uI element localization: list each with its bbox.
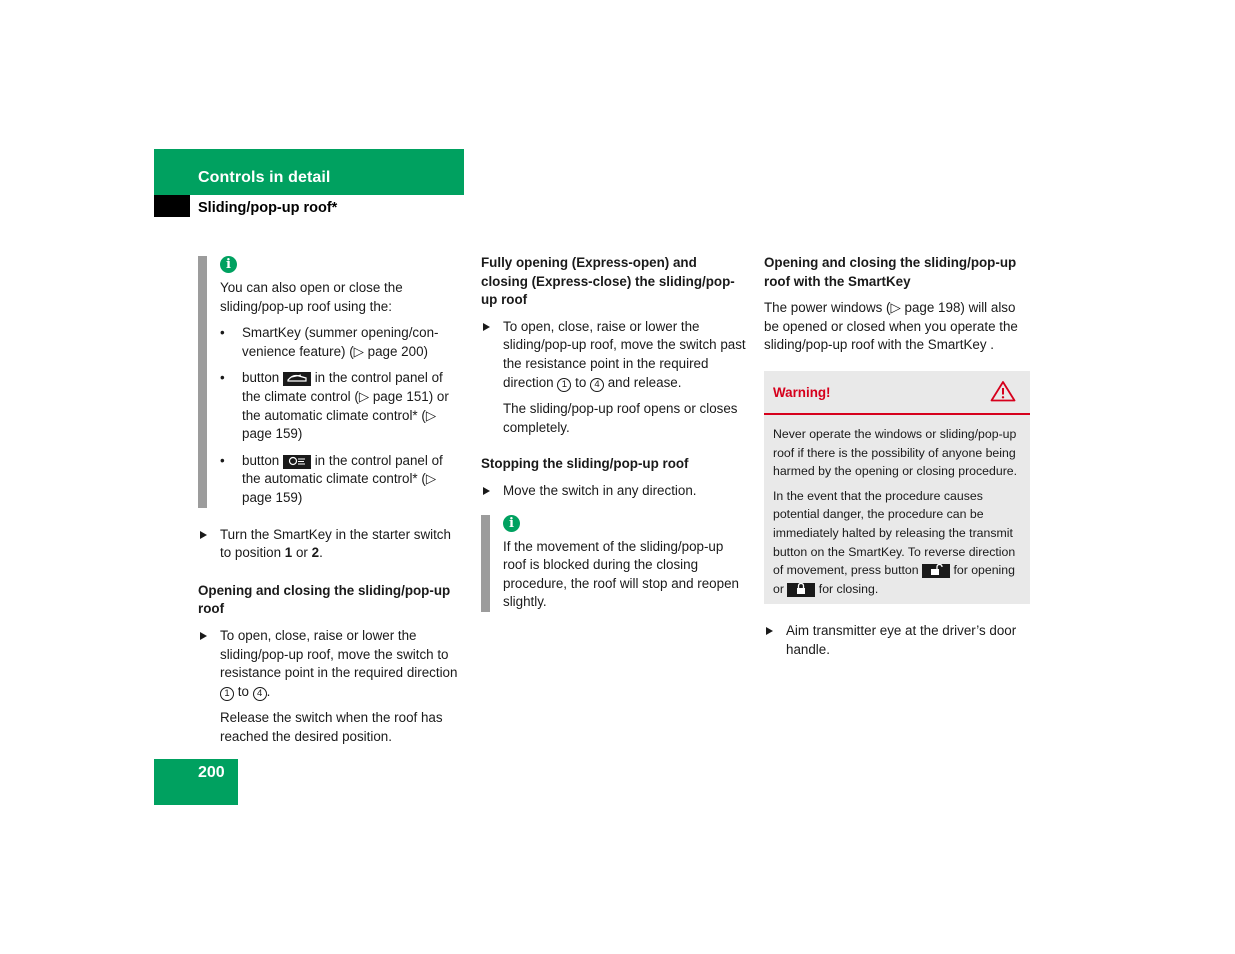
step-text: to: [237, 683, 249, 699]
page-number-tab: [154, 759, 238, 805]
warning-text-part: In the event that the procedure causes potential danger, the procedure can be immediately halted by releasing the transmit button on the SmartKey. To reverse direction of movement, press button: [773, 488, 1016, 578]
column-1: [198, 254, 464, 746]
step-text: .: [319, 545, 323, 561]
section-heading: Stopping the sliding/pop-up roof: [481, 456, 689, 472]
position-1: 1: [284, 545, 293, 561]
warning-box: [764, 371, 1030, 604]
info-list: [220, 324, 464, 507]
warning-body: [764, 415, 1030, 604]
unlock-button-icon: [922, 564, 950, 578]
step-text: and release.: [607, 374, 682, 390]
instruction-step: [481, 482, 747, 501]
direction-1-icon: 1: [220, 687, 234, 701]
step-text: Turn the SmartKey in the starter switch to position: [220, 526, 451, 561]
step-text: .: [266, 683, 271, 699]
step-arrow-icon: [200, 531, 207, 539]
direction-1-icon: 1: [557, 378, 571, 392]
info-icon: i: [220, 256, 237, 273]
warning-text-part: for opening or: [773, 563, 1015, 596]
list-item: [220, 369, 464, 443]
instruction-step: [481, 318, 747, 392]
column-3: [764, 254, 1030, 660]
warning-label: Warning!: [773, 384, 831, 400]
list-item: [220, 324, 464, 361]
info-text: If the movement of the sliding/pop-up roof is blocked during the closing procedure, the roof will stop and reopen slightly.: [503, 538, 739, 610]
step-arrow-icon: [766, 627, 773, 635]
step-text: Move the switch in any direction.: [503, 482, 697, 498]
info-note: [198, 256, 464, 508]
direction-4-icon: 4: [253, 687, 267, 701]
instruction-step: [198, 627, 464, 701]
list-item-text: in the control panel of the climate control (▷ page 151) or the automatic climate control* (▷ page 159): [242, 370, 449, 442]
info-icon: i: [503, 515, 520, 532]
step-text: Aim transmitter eye at the driver’s door handle.: [786, 623, 1017, 657]
position-2: 2: [311, 545, 320, 561]
air-button-icon: [283, 455, 311, 469]
warning-header: [764, 371, 1030, 415]
info-intro: You can also open or close the sliding/pop-up roof using the:: [220, 280, 403, 314]
direction-4-icon: 4: [590, 378, 604, 392]
list-item-text: button: [242, 370, 280, 386]
section-heading: Opening and closing the sliding/pop-up roof with the SmartKey: [764, 255, 1017, 289]
warning-text: Never operate the windows or sliding/pop-up roof if there is the possibility of anyone being harmed by the opening or closing procedure.: [773, 426, 1018, 479]
step-arrow-icon: [483, 323, 490, 331]
warning-text-part: for closing.: [818, 581, 879, 596]
intro-text: The power windows (▷ page 198) will also be opened or closed when you operate the sliding/pop-up roof with the SmartKey .: [764, 300, 1018, 353]
list-item-text: button: [242, 452, 280, 468]
list-item-text: SmartKey (summer opening/con-venience feature) (▷ page 200): [242, 325, 439, 359]
section-heading: Opening and closing the sliding/pop-up roof: [198, 582, 451, 617]
section-heading: Fully opening (Express-open) and closing (Express-close) the sliding/pop-up roof: [481, 255, 735, 308]
step-arrow-icon: [483, 487, 490, 495]
list-item: [220, 452, 464, 508]
list-item-text: in the control panel of the automatic climate control* (▷ page 159): [242, 452, 443, 505]
column-2: [481, 254, 747, 612]
warning-triangle-icon: [990, 380, 1016, 408]
section-title: Controls in detail: [198, 169, 331, 186]
step-text: To open, close, raise or lower the sliding/pop-up roof, move the switch to resistance point in the required direction: [220, 627, 458, 681]
step-text: to: [575, 374, 587, 390]
step-arrow-icon: [200, 632, 207, 640]
subheader-marker: [154, 195, 190, 217]
step-text: or: [295, 545, 308, 561]
step-text: To open, close, raise or lower the sliding/pop-up roof, move the switch past the resistance point in the required direction: [503, 318, 746, 390]
roof-button-icon: [283, 372, 311, 386]
page-title: Sliding/pop-up roof*: [198, 200, 338, 216]
instruction-step: [764, 622, 1030, 659]
info-note: [481, 515, 747, 612]
step-result: The sliding/pop-up roof opens or closes completely.: [503, 401, 738, 435]
page-number: 200: [198, 764, 225, 781]
lock-button-icon: [787, 583, 815, 597]
instruction-step: [198, 526, 464, 563]
warning-text: [773, 487, 1021, 599]
step-result: Release the switch when the roof has reached the desired position.: [220, 710, 443, 744]
